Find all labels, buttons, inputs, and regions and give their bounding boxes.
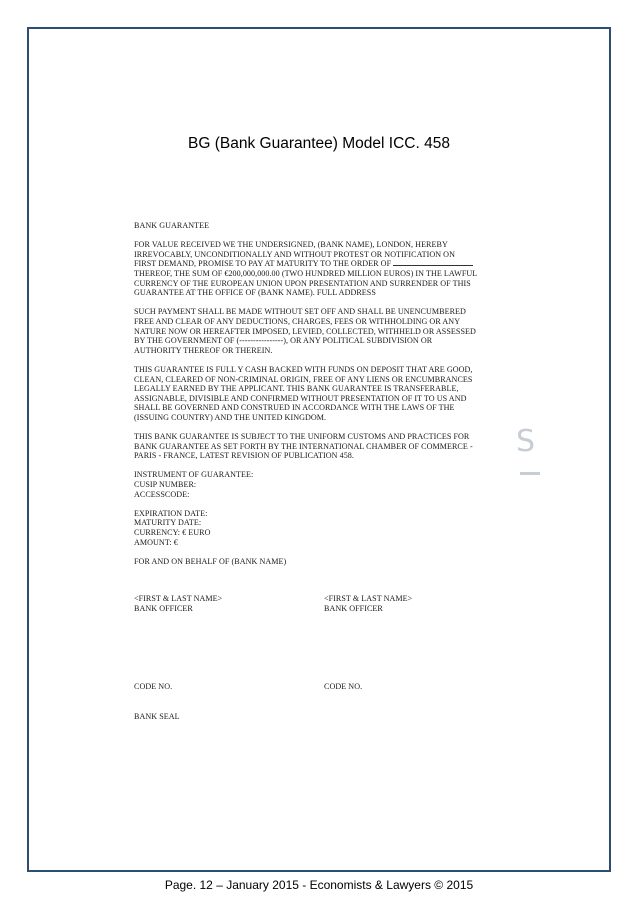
code-no-right: CODE NO. (324, 681, 363, 691)
watermark-letter: S (516, 424, 536, 459)
watermark-bar (520, 472, 540, 475)
code-numbers (134, 682, 514, 692)
page-footer: Page. 12 – January 2015 - Economists & Lawyers © 2015 (164, 878, 474, 892)
paragraph-payment: SUCH PAYMENT SHALL BE MADE WITHOUT SET OFF AND SHALL BE UNENCUMBERED FREE AND CLEAR OF ANY DEDUCTIONS, CHARGES, FEES OR WITHHOLDING OR ANY NATURE NOW OR HEREAFTER IMPOSED, LEVIED, COLLECTED, WITHHELD OR ASSESSED BY THE GOVERNMENT OF (----------------), OR ANY POLITICAL SUBDIVISION OR AUTHORITY THEREOF OR THEREIN. (134, 307, 476, 355)
signature-names (134, 594, 514, 604)
bank-seal: BANK SEAL (134, 712, 180, 722)
date-fields: EXPIRATION DATE: MATURITY DATE: CURRENCY: € EURO AMOUNT: € (134, 508, 211, 547)
paragraph-icc: THIS BANK GUARANTEE IS SUBJECT TO THE UNIFORM CUSTOMS AND PRACTICES FOR BANK GUARANTEE AS SET FORTH BY THE INTERNATIONAL CHAMBER OF COMMERCE - PARIS - FRANCE, LATEST REVISION OF PUBLICATION 458. (134, 432, 473, 461)
payee-blank (393, 259, 473, 266)
page-title: BG (Bank Guarantee) Model ICC. 458 (188, 135, 450, 152)
signature-titles (134, 604, 514, 614)
guarantee-document (134, 221, 514, 722)
instrument-fields: INSTRUMENT OF GUARANTEE: CUSIP NUMBER: ACCESSCODE: (134, 470, 254, 499)
signer-name-right: <FIRST & LAST NAME> (324, 594, 413, 604)
paragraph-cash-backed: THIS GUARANTEE IS FULL Y CASH BACKED WITH FUNDS ON DEPOSIT THAT ARE GOOD, CLEAN, CLEARED OF NON-CRIMINAL ORIGIN, FREE OF ANY LIENS OR ENCUMBRANCES LEGALLY EARNED BY THE APPLICANT. THIS BANK GUARANTEE IS TRANSFERABLE, ASSIGNABLE, DIVISIBLE AND CONFIRMED WITHOUT PRESENTATION OF IT TO US AND SHALL BE GOVERNED AND CONSTRUED IN ACCORDANCE WITH THE LAWS OF THE (ISSUING COUNTRY) AND THE UNITED KINGDOM. (134, 364, 473, 422)
on-behalf-line: FOR AND ON BEHALF OF (BANK NAME) (134, 556, 287, 566)
signer-title-right: BANK OFFICER (324, 603, 383, 613)
paragraph-value-received: FOR VALUE RECEIVED WE THE UNDERSIGNED, (BANK NAME), LONDON, HEREBY IRREVOCABLY, UNCONDITIONALLY AND WITHOUT PROTEST OR NOTIFICATION ON FIRST DEMAND, PROMISE TO PAY AT MATURITY TO THE ORDER OF THEREOF, THE SUM OF €200,000,000.00 (TWO HUNDRED MILLION EUROS) IN THE LAWFUL CURRENCY OF THE EUROPEAN UNION UPON PRESENTATION AND SURRENDER OF THIS GUARANTEE AT THE OFFICE OF (BANK NAME). FULL ADDRESS (134, 240, 478, 298)
signer-title-left: BANK OFFICER (134, 603, 193, 613)
doc-heading: BANK GUARANTEE (134, 221, 210, 230)
code-no-left: CODE NO. (134, 681, 173, 691)
signer-name-left: <FIRST & LAST NAME> (134, 594, 223, 604)
